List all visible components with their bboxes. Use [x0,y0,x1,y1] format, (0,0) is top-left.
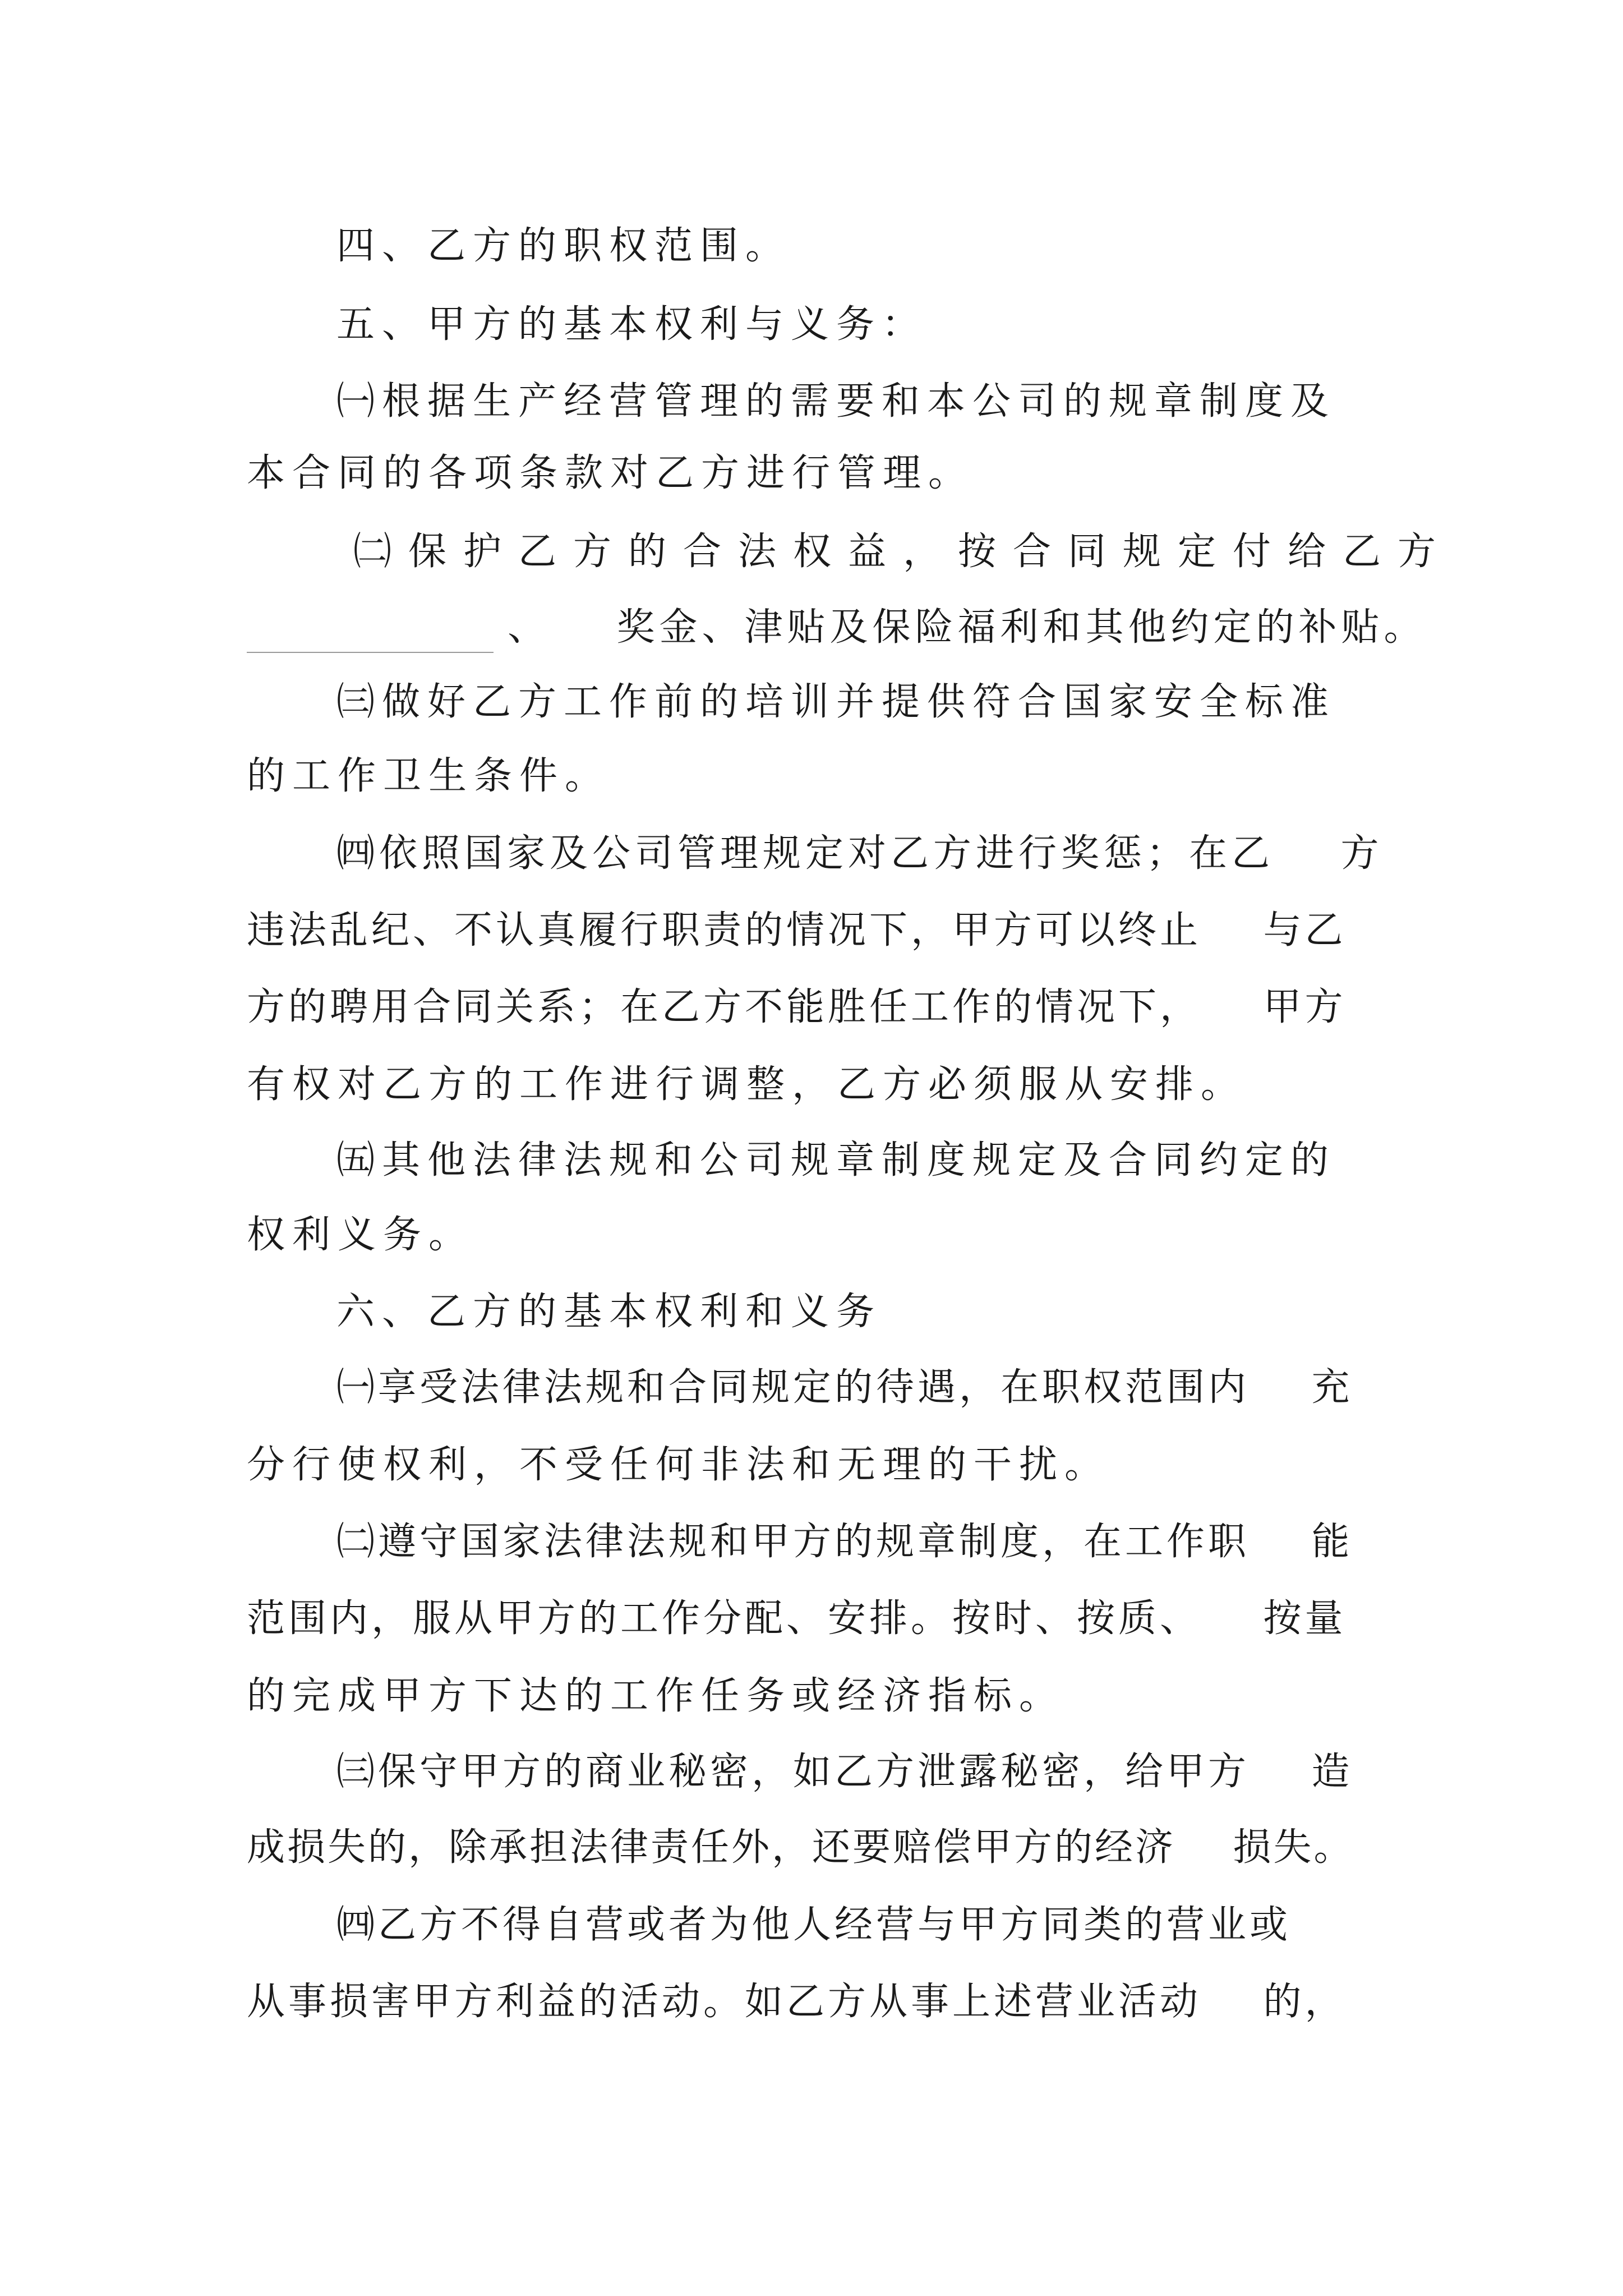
clause-text: ㈡保护乙方的合法权益，按合同规定付给乙方 [353,530,1453,574]
clause-text: ㈣乙方不得自营或者为他人经营与甲方同类的营业或 [336,1903,1292,1947]
section-heading-5: 五、甲方的基本权利与义务： [336,302,928,347]
clause-text: 的完成甲方下达的工作任务或经济指标。 [247,1674,1065,1718]
clause-text: 有权对乙方的工作进行调整，乙方必须服从安排。 [247,1062,1247,1107]
clause-text: 的工作卫生条件。 [247,754,611,798]
clause-text: ㈤其他法律法规和公司规章制度规定及合同约定的 [336,1138,1336,1182]
clause-text: 、 奖金、津贴及保险福利和其他约定的补贴。 [508,605,1427,650]
clause-text: ㈣依照国家及公司管理规定对乙方进行奖惩；在乙 方 [336,831,1384,876]
clause-text: 从事损害甲方利益的活动。如乙方从事上述营业活动 的， [247,1980,1347,2024]
clause-text: ㈢做好乙方工作前的培训并提供符合国家安全标准 [336,680,1336,724]
blank-fill-line [247,652,494,653]
clause-text: ㈠根据生产经营管理的需要和本公司的规章制度及 [336,379,1336,424]
section-heading-6: 六、乙方的基本权利和义务 [336,1290,882,1334]
clause-text: 本合同的各项条款对乙方进行管理。 [247,451,974,495]
clause-text: 分行使权利，不受任何非法和无理的干扰。 [247,1443,1110,1487]
clause-text: 成损失的，除承担法律责任外，还要赔偿甲方的经济 损失。 [247,1825,1354,1870]
clause-text: ㈡遵守国家法律法规和甲方的规章制度，在工作职 能 [336,1520,1353,1564]
clause-text: 方的聘用合同关系；在乙方不能胜任工作的情况下， 甲方 [247,985,1347,1029]
clause-text: 权利义务。 [247,1213,474,1257]
clause-text: 范围内，服从甲方的工作分配、安排。按时、按质、 按量 [247,1596,1347,1641]
clause-text: ㈠享受法律法规和合同规定的待遇，在职权范围内 充 [336,1365,1353,1410]
clause-text: 违法乱纪、不认真履行职责的情况下，甲方可以终止 与乙 [247,908,1347,953]
section-heading-4: 四、乙方的职权范围。 [336,224,791,268]
clause-text: ㈢保守甲方的商业秘密，如乙方泄露秘密，给甲方 造 [336,1750,1353,1794]
